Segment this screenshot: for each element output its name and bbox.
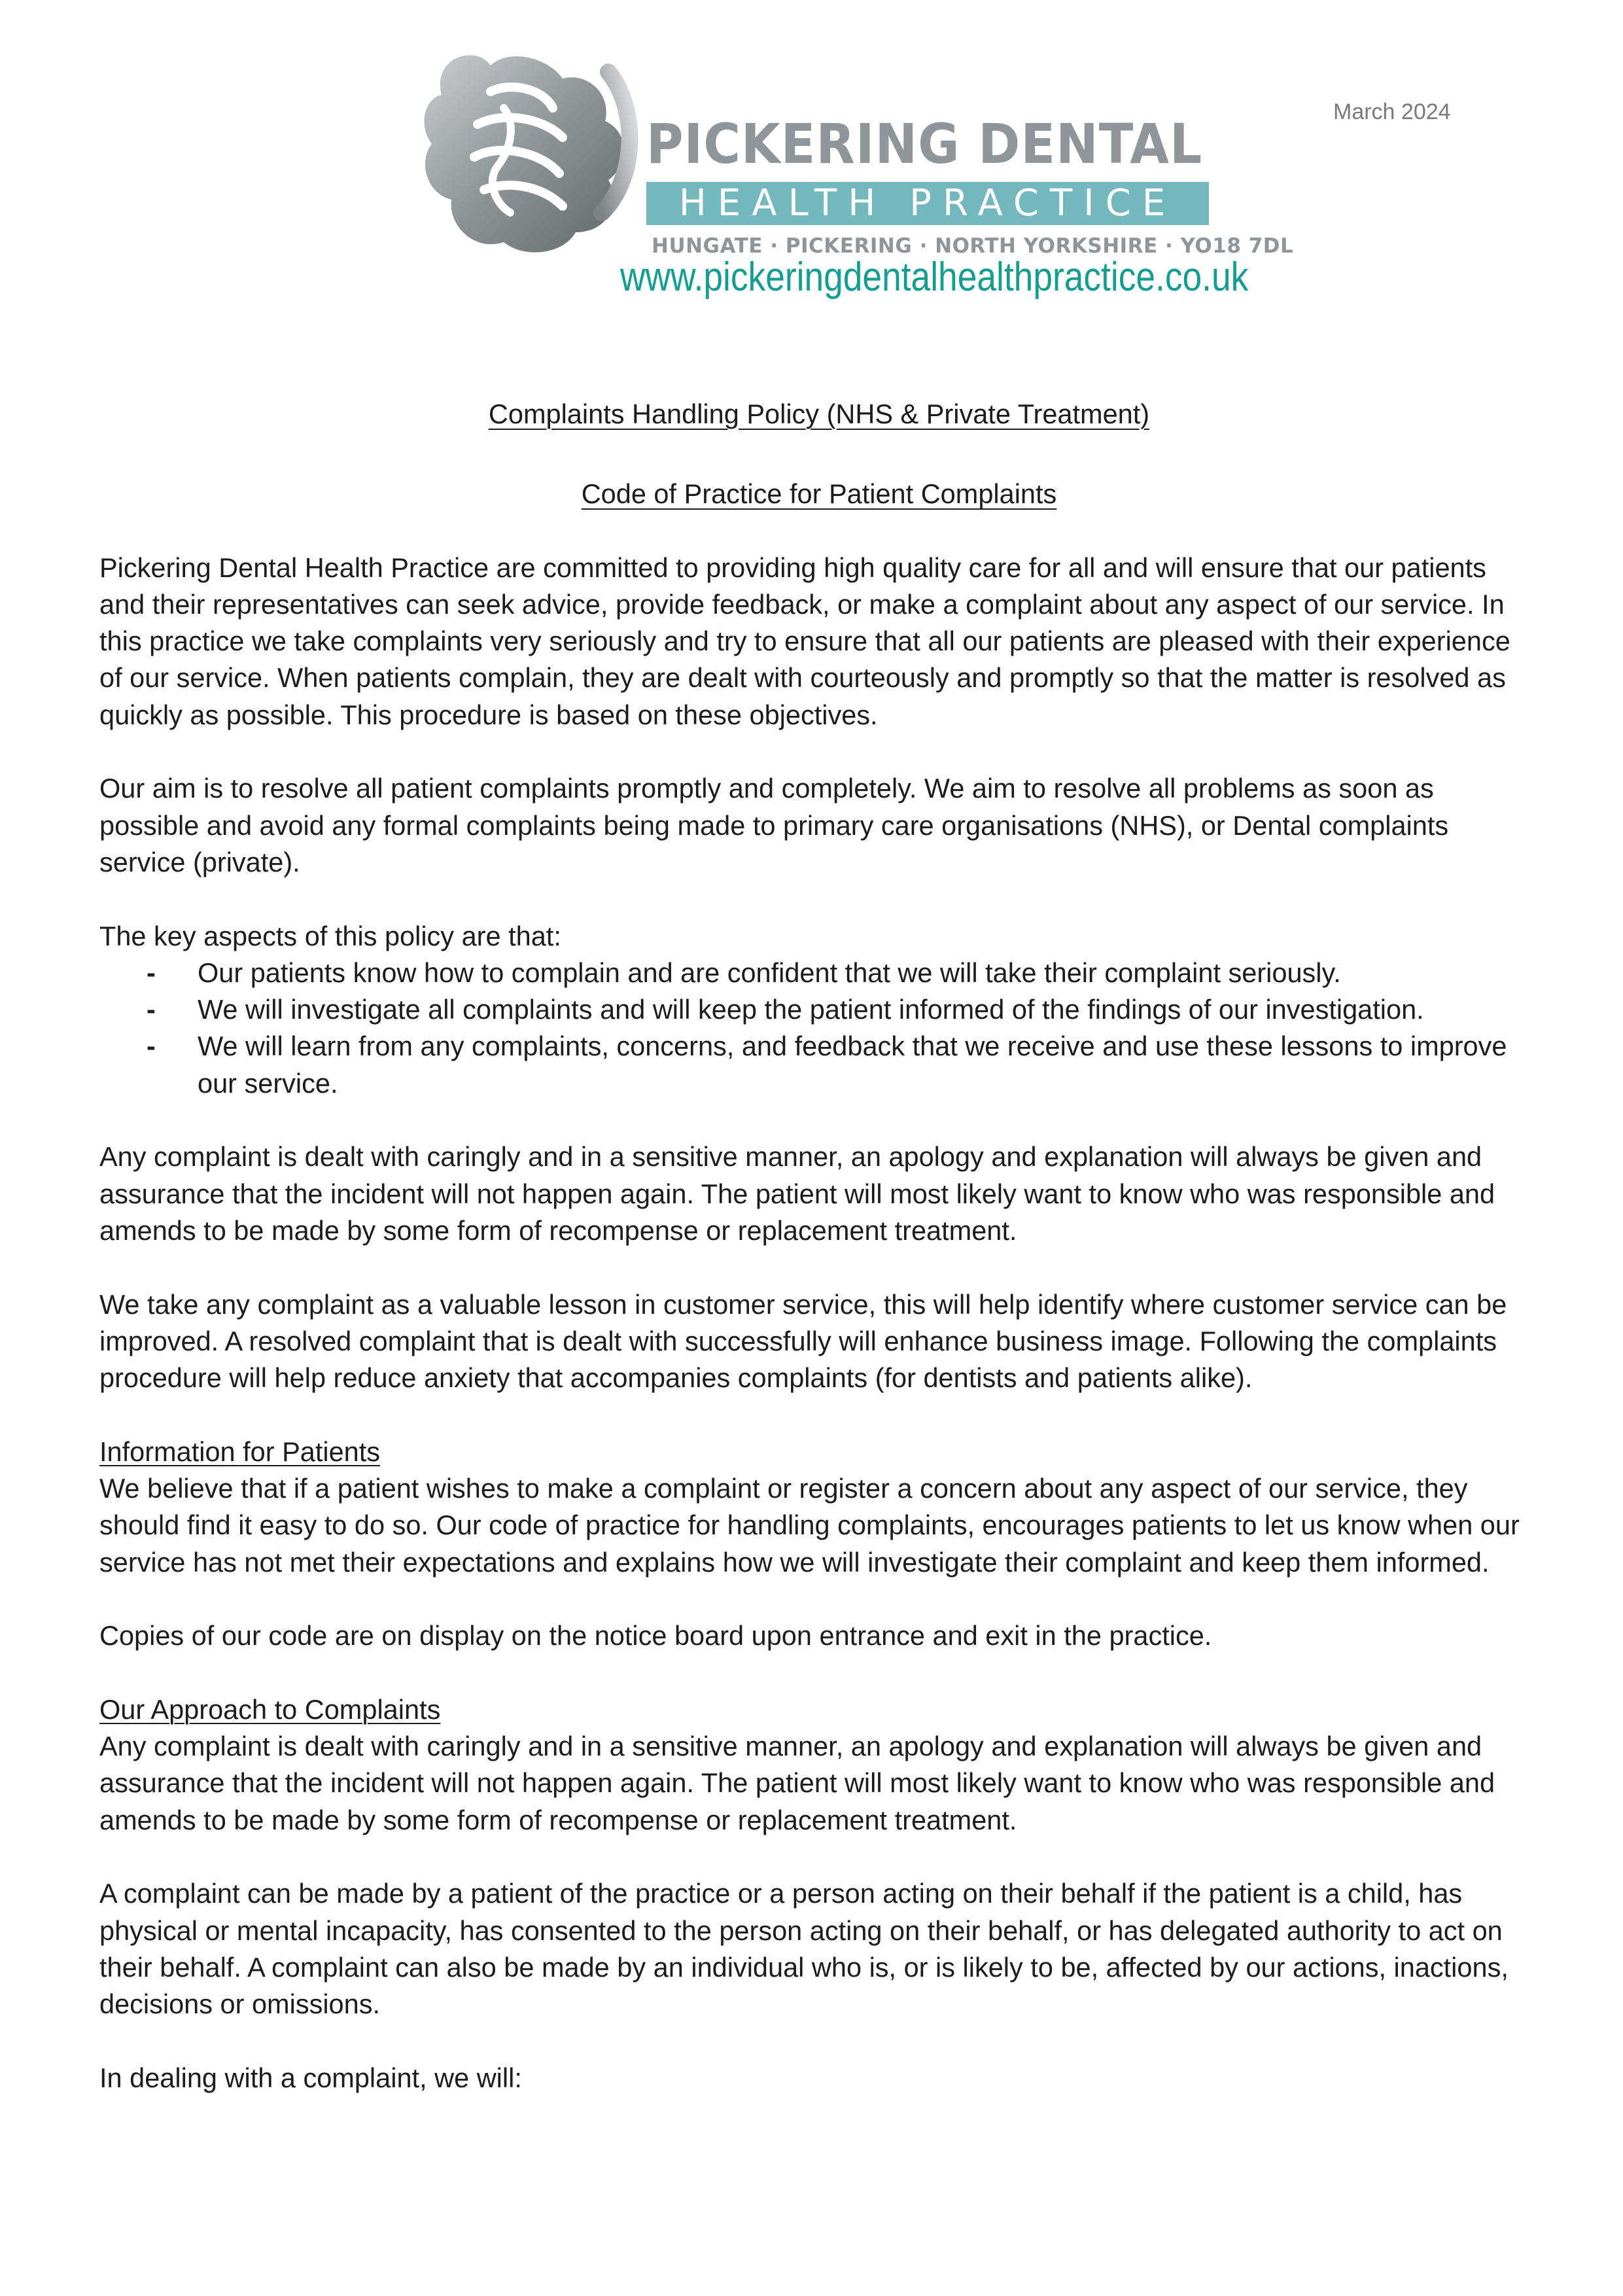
bullet-dash: - [147,994,156,1025]
dealing-intro: In dealing with a complaint, we will: [99,2062,522,2093]
document-body [99,396,1539,2133]
handling-paragraph: Any complaint is dealt with caringly and in a sensitive manner, an apology and explanation will always be given and assurance that the incident will not happen again. The patient will most likely want to know who was responsible and amends to be made by some form of recompense or replacement treatment. [99,1141,1495,1246]
brand-subtitle: HEALTH PRACTICE [678,182,1177,224]
list-item: - Our patients know how to complain and are confident that we will take their complaint seriously. [99,955,1539,991]
list-item: - We will learn from any complaints, concerns, and feedback that we receive and use these lessons to improve our service. [99,1028,1539,1102]
intro-paragraph: Pickering Dental Health Practice are committed to providing high quality care for all and will ensure that our patients and their representatives can seek advice, provide feedback, or make a complaint about any aspect of our service. In this practice we take complaints very seriously and try to ensure that all our patients are pleased with their experience of our service. When patients complain, they are dealt with courteously and promptly so that the matter is resolved as quickly as possible. This procedure is based on these objectives. [99,552,1510,730]
practice-website-link[interactable]: www.pickeringdentalhealthpractice.co.uk [620,255,1249,300]
bullet-dash: - [147,1031,156,1062]
section-heading: Information for Patients [99,1436,381,1467]
customer-service-paragraph: We take any complaint as a valuable lesson in customer service, this will help identify where customer service can be improved. A resolved complaint that is dealt with successfully will enhance business image. Following the complaints procedure will help reduce anxiety that accompanies complaints (for dentists and patients alike). [99,1288,1507,1394]
approach-section [99,1691,1539,1839]
list-item: - We will investigate all complaints and will keep the patient informed of the findings of our investigation. [99,991,1539,1028]
approach-paragraph: Any complaint is dealt with caringly and in a sensitive manner, an apology and explanation will always be given and assurance that the incident will not happen again. The patient will most likely want to know who was responsible and amends to be made by some form of recompense or replacement treatment. [99,1731,1495,1835]
information-paragraph: We believe that if a patient wishes to make a complaint or register a concern about any aspect of our service, they should find it easy to do so. Our code of practice for handling complaints, encourages patients to let us know when our service has not met their expectations and explains how we will investigate their complaint and keep them informed. [99,1473,1520,1578]
practice-logo [412,46,1294,308]
stylized-swirl-logo-icon [412,46,648,262]
document-subtitle: Code of Practice for Patient Complaints [581,478,1057,510]
aim-paragraph: Our aim is to resolve all patient complaints promptly and completely. We aim to resolve all problems as soon as possible and avoid any formal complaints being made to primary care organisations (NHS), or Dental complaints service (private). [99,773,1449,877]
brand-subtitle-band [646,182,1209,225]
who-can-complain-paragraph: A complaint can be made by a patient of the practice or a person acting on their behalf if the patient is a child, has physical or mental incapacity, has consented to the person acting on their behalf, or has delegated authority to act on their behalf. A complaint can also be made by an individual who is, or is likely to be, affected by our actions, inactions, decisions or omissions. [99,1878,1509,2020]
section-heading: Our Approach to Complaints [99,1693,441,1725]
document-title: Complaints Handling Policy (NHS & Private Treatment) [488,398,1150,429]
document-date: March 2024 [1333,99,1451,124]
practice-address: HUNGATE · PICKERING · NORTH YORKSHIRE · YO18 7DL [652,234,1294,258]
copies-paragraph: Copies of our code are on display on the notice board upon entrance and exit in the practice. [99,1620,1212,1651]
key-aspects-intro: The key aspects of this policy are that: [99,920,561,951]
bullet-dash: - [147,957,156,988]
information-for-patients-section [99,1434,1539,1581]
key-aspects-list [99,955,1539,1102]
brand-name: PICKERING DENTAL [646,112,1203,176]
